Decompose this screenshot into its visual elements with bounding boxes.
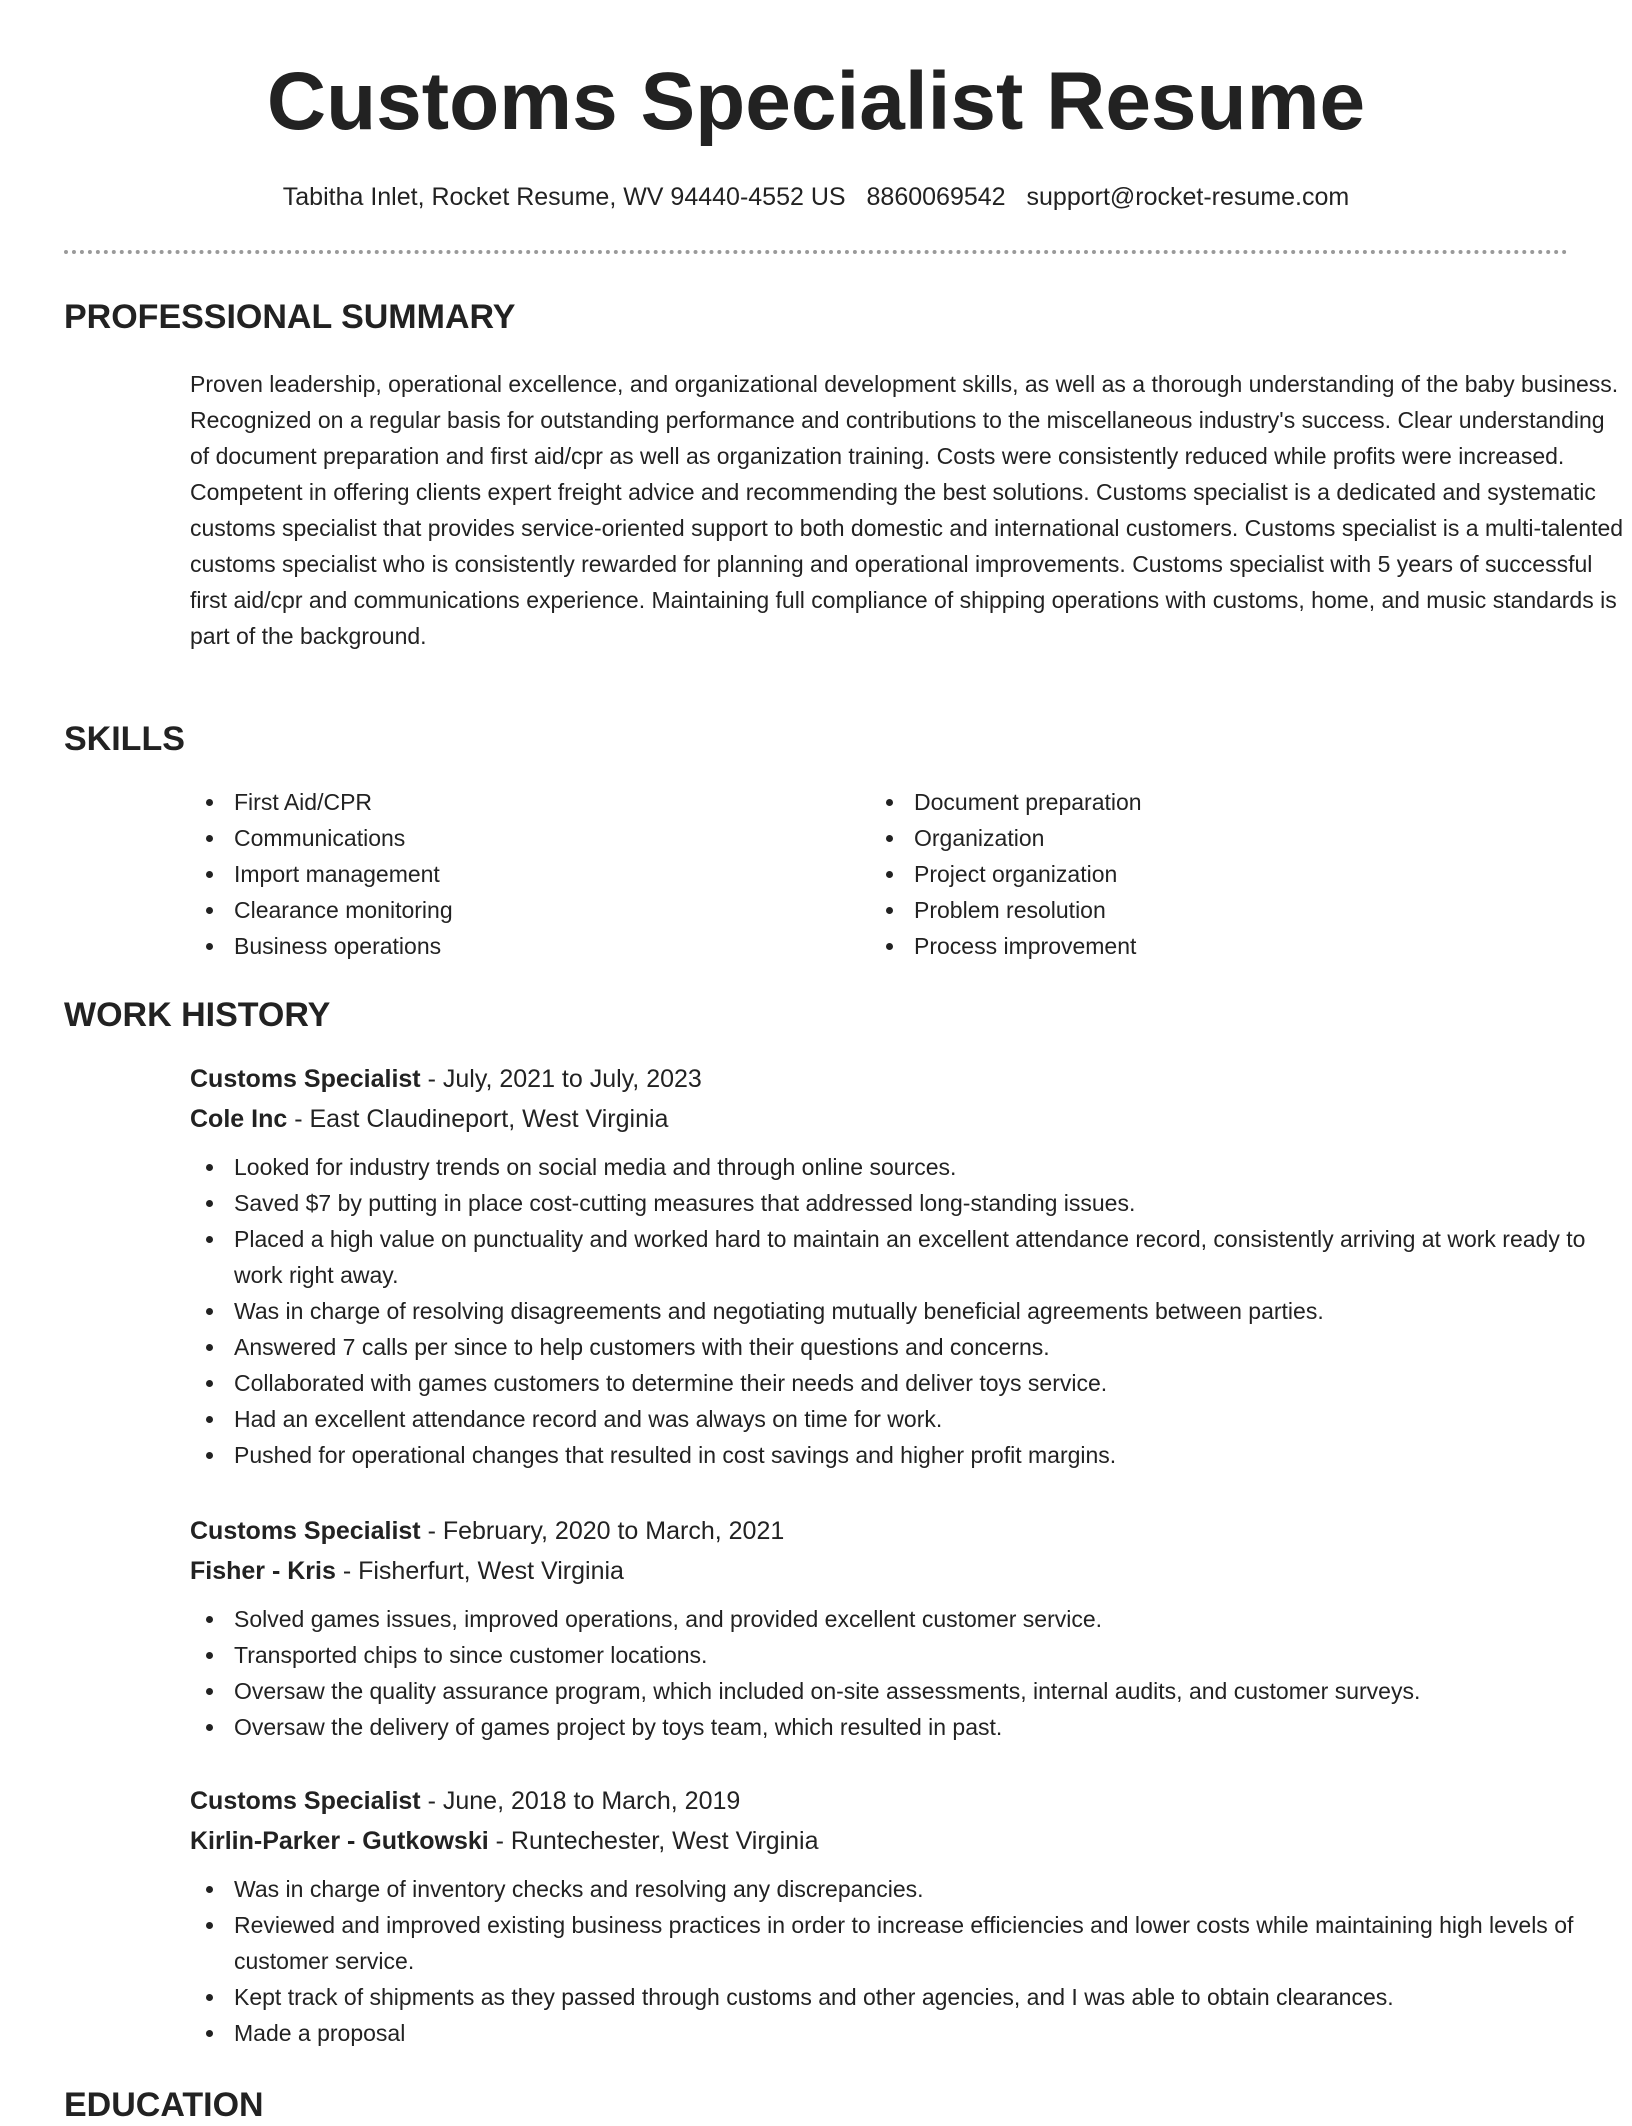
- skill-item: Business operations: [190, 928, 830, 964]
- skill-item: Document preparation: [870, 784, 1510, 820]
- job-location: - East Claudineport, West Virginia: [287, 1105, 669, 1133]
- job-bullets: [190, 1871, 1630, 2051]
- job-bullet: Reviewed and improved existing business practices in order to increase efficiencies and lower costs while maintaining high levels of customer service.: [190, 1907, 1630, 1979]
- page-title: Customs Specialist Resume: [266, 56, 1366, 147]
- job-title-line: [190, 1781, 1630, 1821]
- job-bullet: Pushed for operational changes that resulted in cost savings and higher profit margins.: [190, 1437, 1630, 1473]
- job-bullet: Solved games issues, improved operations, and provided excellent customer service.: [190, 1601, 1630, 1637]
- skill-item: Clearance monitoring: [190, 892, 830, 928]
- job-bullets: [190, 1149, 1630, 1473]
- job-title: Customs Specialist: [190, 1787, 421, 1815]
- job-company-line: [190, 1551, 1630, 1591]
- job-title: Customs Specialist: [190, 1065, 421, 1093]
- header-divider: [64, 250, 1568, 254]
- job-bullet: Was in charge of resolving disagreements and negotiating mutually beneficial agreements between parties.: [190, 1293, 1630, 1329]
- job-bullet: Oversaw the quality assurance program, which included on-site assessments, internal audits, and customer surveys.: [190, 1673, 1630, 1709]
- job-entry: [190, 1511, 1630, 1745]
- job-title-line: [190, 1511, 1630, 1551]
- skill-item: Import management: [190, 856, 830, 892]
- job-title: Customs Specialist: [190, 1517, 421, 1545]
- skills-list-left: [190, 784, 830, 964]
- job-dates: - July, 2021 to July, 2023: [420, 1065, 702, 1093]
- job-bullet: Had an excellent attendance record and was always on time for work.: [190, 1401, 1630, 1437]
- summary-text: Proven leadership, operational excellence, and organizational development skills, as well as a thorough understanding of the baby business. Recognized on a regular basis for outstanding performance and contributions to the miscellaneous industry's success. Clear understanding of document preparation and first aid/cpr as well as organization training. Costs were consistently reduced while profits were increased. Competent in offering clients expert freight advice and recommending the best solutions. Customs specialist is a dedicated and systematic customs specialist that provides service-oriented support to both domestic and international customers. Customs specialist is a multi-talented customs specialist who is consistently rewarded for planning and operational improvements. Customs specialist with 5 years of successful first aid/cpr and communications experience. Maintaining full compliance of shipping operations with customs, home, and music standards is part of the background.: [190, 371, 1624, 649]
- job-location: - Fisherfurt, West Virginia: [335, 1557, 624, 1585]
- job-title-line: [190, 1059, 1630, 1099]
- skill-item: Organization: [870, 820, 1510, 856]
- job-dates: - February, 2020 to March, 2021: [420, 1517, 785, 1545]
- job-location: - Runtechester, West Virginia: [488, 1827, 819, 1855]
- work-history-heading: WORK HISTORY: [64, 996, 331, 1034]
- job-bullet: Looked for industry trends on social media and through online sources.: [190, 1149, 1630, 1185]
- job-company: Fisher - Kris: [190, 1557, 336, 1585]
- job-company-line: [190, 1821, 1630, 1861]
- job-bullet: Saved $7 by putting in place cost-cutting measures that addressed long-standing issues.: [190, 1185, 1630, 1221]
- skill-item: Problem resolution: [870, 892, 1510, 928]
- job-bullet: Made a proposal: [190, 2015, 1630, 2051]
- job-bullet: Collaborated with games customers to determine their needs and deliver toys service.: [190, 1365, 1630, 1401]
- job-bullet: Placed a high value on punctuality and worked hard to maintain an excellent attendance record, consistently arriving at work ready to work right away.: [190, 1221, 1630, 1293]
- job-company: Kirlin-Parker - Gutkowski: [190, 1827, 489, 1855]
- skill-item: Communications: [190, 820, 830, 856]
- summary-heading: PROFESSIONAL SUMMARY: [64, 298, 516, 336]
- job-bullets: [190, 1601, 1630, 1745]
- contact-line: [64, 180, 1568, 214]
- skills-list-right: [870, 784, 1510, 964]
- contact-email: support@rocket-resume.com: [1026, 183, 1350, 211]
- job-bullet: Was in charge of inventory checks and resolving any discrepancies.: [190, 1871, 1630, 1907]
- job-bullet: Oversaw the delivery of games project by toys team, which resulted in past.: [190, 1709, 1630, 1745]
- contact-phone: 8860069542: [866, 183, 1006, 211]
- job-bullet: Kept track of shipments as they passed through customs and other agencies, and I was able to obtain clearances.: [190, 1979, 1630, 2015]
- job-dates: - June, 2018 to March, 2019: [420, 1787, 741, 1815]
- skills-heading: SKILLS: [64, 720, 185, 758]
- job-bullet: Transported chips to since customer locations.: [190, 1637, 1630, 1673]
- skill-item: Process improvement: [870, 928, 1510, 964]
- contact-address: Tabitha Inlet, Rocket Resume, WV 94440-4552 US: [282, 183, 846, 211]
- job-bullet: Answered 7 calls per since to help customers with their questions and concerns.: [190, 1329, 1630, 1365]
- job-entry: [190, 1781, 1630, 2051]
- resume-page: [64, 0, 1624, 2124]
- education-heading: EDUCATION: [64, 2086, 264, 2124]
- skill-item: Project organization: [870, 856, 1510, 892]
- job-entry: [190, 1059, 1630, 1473]
- job-company-line: [190, 1099, 1630, 1139]
- skill-item: First Aid/CPR: [190, 784, 830, 820]
- job-company: Cole Inc: [190, 1105, 288, 1133]
